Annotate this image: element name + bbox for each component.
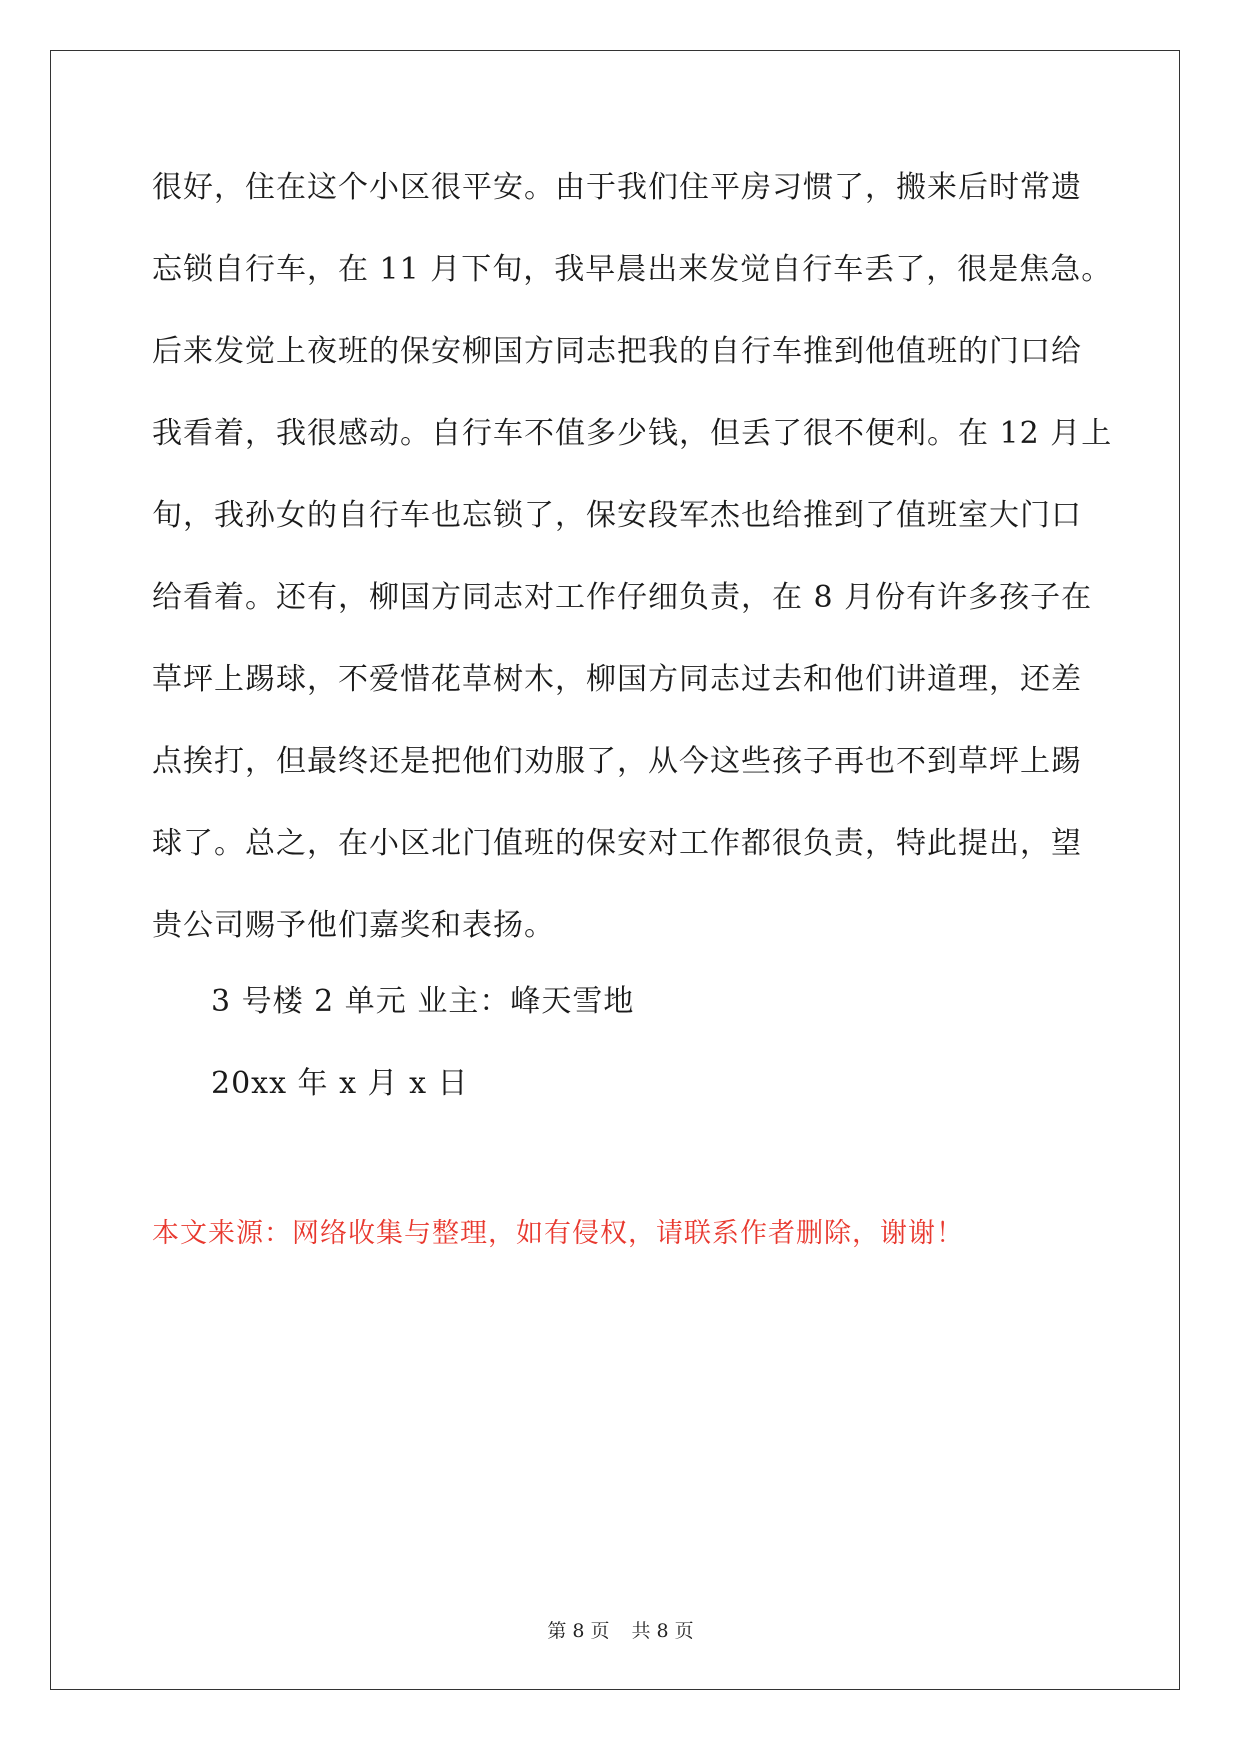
paragraph-line: 后来发觉上夜班的保安柳国方同志把我的自行车推到他值班的门口给 xyxy=(152,334,1082,369)
page-border xyxy=(50,50,1180,1690)
paragraph-line: 球了。总之，在小区北门值班的保安对工作都很负责，特此提出，望 xyxy=(152,826,1082,861)
paragraph-line: 很好，住在这个小区很平安。由于我们住平房习惯了，搬来后时常遗 xyxy=(152,170,1082,205)
current-page-number: 第 8 页 xyxy=(547,1620,610,1642)
date-line: 20xx 年 x 月 x 日 xyxy=(211,1066,469,1101)
paragraph-line: 点挨打，但最终还是把他们劝服了，从今这些孩子再也不到草坪上踢 xyxy=(152,744,1082,779)
signature-line: 3 号楼 2 单元 业主：峰天雪地 xyxy=(211,984,635,1019)
paragraph-line: 给看着。还有，柳国方同志对工作仔细负责，在 8 月份有许多孩子在 xyxy=(152,580,1093,615)
total-pages: 共 8 页 xyxy=(631,1620,694,1642)
paragraph-line: 草坪上踢球，不爱惜花草树木，柳国方同志过去和他们讲道理，还差 xyxy=(152,662,1082,697)
paragraph-line: 贵公司赐予他们嘉奖和表扬。 xyxy=(152,908,555,943)
source-disclaimer: 本文来源：网络收集与整理，如有侵权，请联系作者删除，谢谢！ xyxy=(152,1218,964,1249)
paragraph-line: 忘锁自行车，在 11 月下旬，我早晨出来发觉自行车丢了，很是焦急。 xyxy=(152,252,1113,287)
paragraph-line: 旬，我孙女的自行车也忘锁了，保安段军杰也给推到了值班室大门口 xyxy=(152,498,1082,533)
paragraph-line: 我看着，我很感动。自行车不值多少钱，但丢了很不便利。在 12 月上 xyxy=(152,416,1113,451)
page-footer xyxy=(0,1618,1241,1644)
